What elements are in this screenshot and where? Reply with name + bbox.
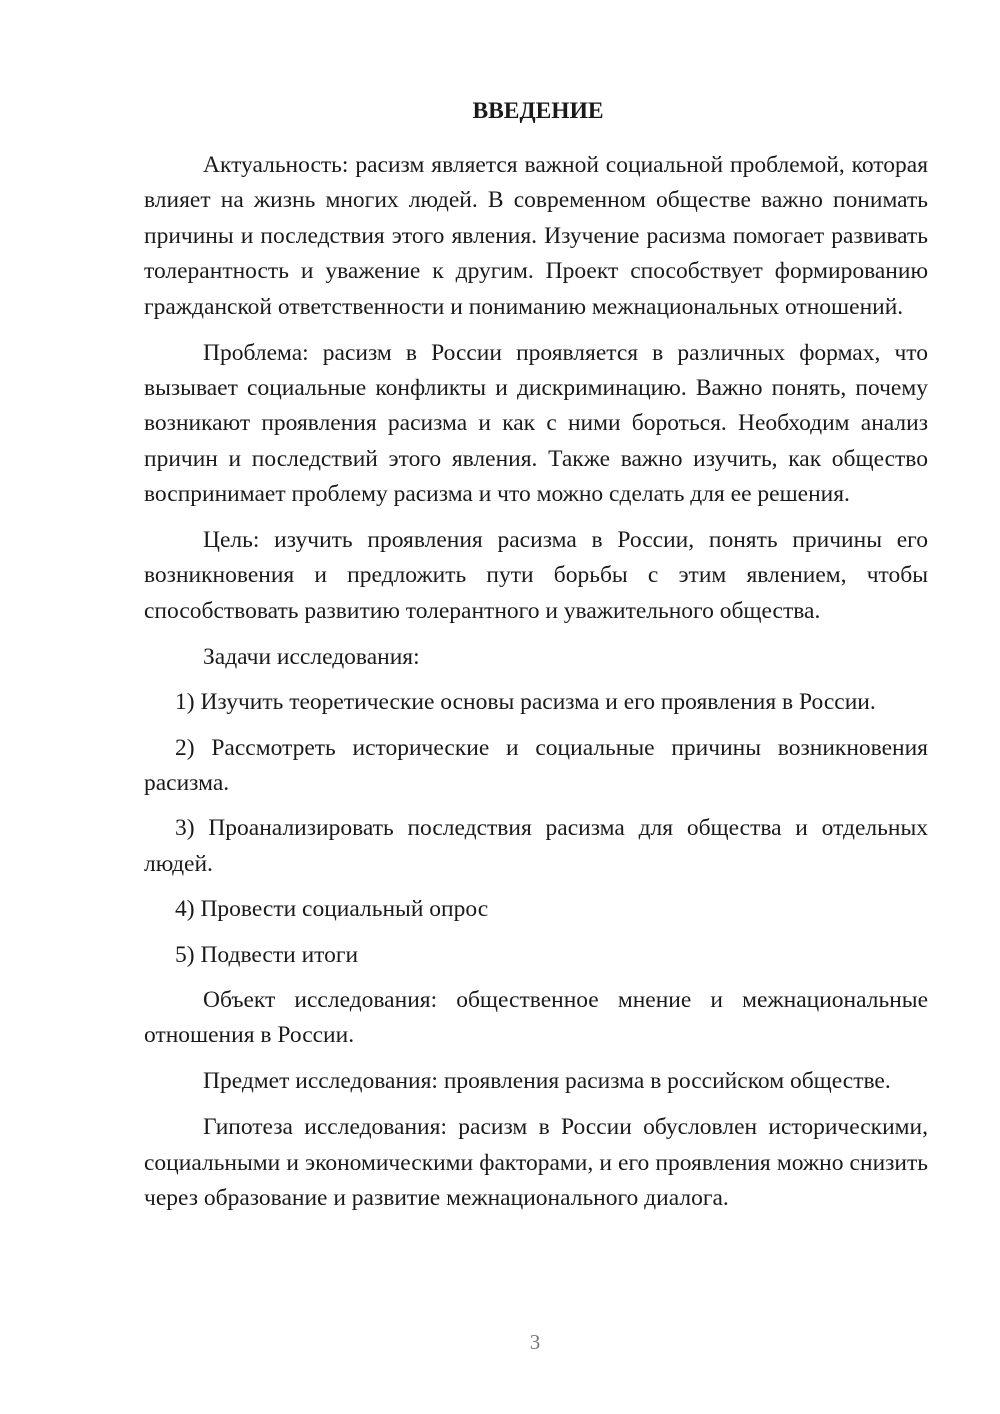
problem-paragraph: Проблема: расизм в России проявляется в различных формах, что вызывает социальные конфликты и дискриминацию. Важно понять, почему возникают проявления расизма и как с ними бороться. Необходим анализ причин и последствий этого явления. Также важно изучить, как общество воспринимает проблему расизма и что можно сделать для ее решения. (144, 339, 928, 508)
task-item: 4) Провести социальный опрос (175, 896, 489, 923)
tasks-heading: Задачи исследования: (203, 643, 420, 670)
goal-paragraph: Цель: изучить проявления расизма в России, понять причины его возникновения и предложить пути борьбы с этим явлением, чтобы способствовать развитию толерантного и уважительного общества. (144, 527, 928, 624)
object-paragraph: Объект исследования: общественное мнение и межнациональные отношения в России. (144, 987, 928, 1049)
relevance-paragraph: Актуальность: расизм является важной социальной проблемой, которая влияет на жизнь многих людей. В современном обществе важно понимать причины и последствия этого явления. Изучение расизма помогает развивать толерантность и уважение к другим. Проект способствует формированию гражданской ответственности и пониманию межнациональных отношений. (144, 152, 928, 320)
subject-paragraph: Предмет исследования: проявления расизма в российском обществе. (203, 1068, 891, 1095)
task-item: 1) Изучить теоретические основы расизма и его проявления в России. (175, 689, 876, 716)
hypothesis-paragraph: Гипотеза исследования: расизм в России обусловлен историческими, социальными и экономическими факторами, и его проявления можно снизить через образование и развитие межнационального диалога. (144, 1114, 928, 1212)
task-item: 2) Рассмотреть исторические и социальные причины возникновения расизма. (144, 734, 928, 796)
page-number: 3 (529, 1330, 541, 1354)
task-item: 3) Проанализировать последствия расизма для общества и отдельных людей. (144, 815, 928, 877)
task-item: 5) Подвести итоги (175, 941, 359, 968)
document-body (144, 94, 928, 1227)
page-title: ВВЕДЕНИЕ (472, 98, 604, 124)
